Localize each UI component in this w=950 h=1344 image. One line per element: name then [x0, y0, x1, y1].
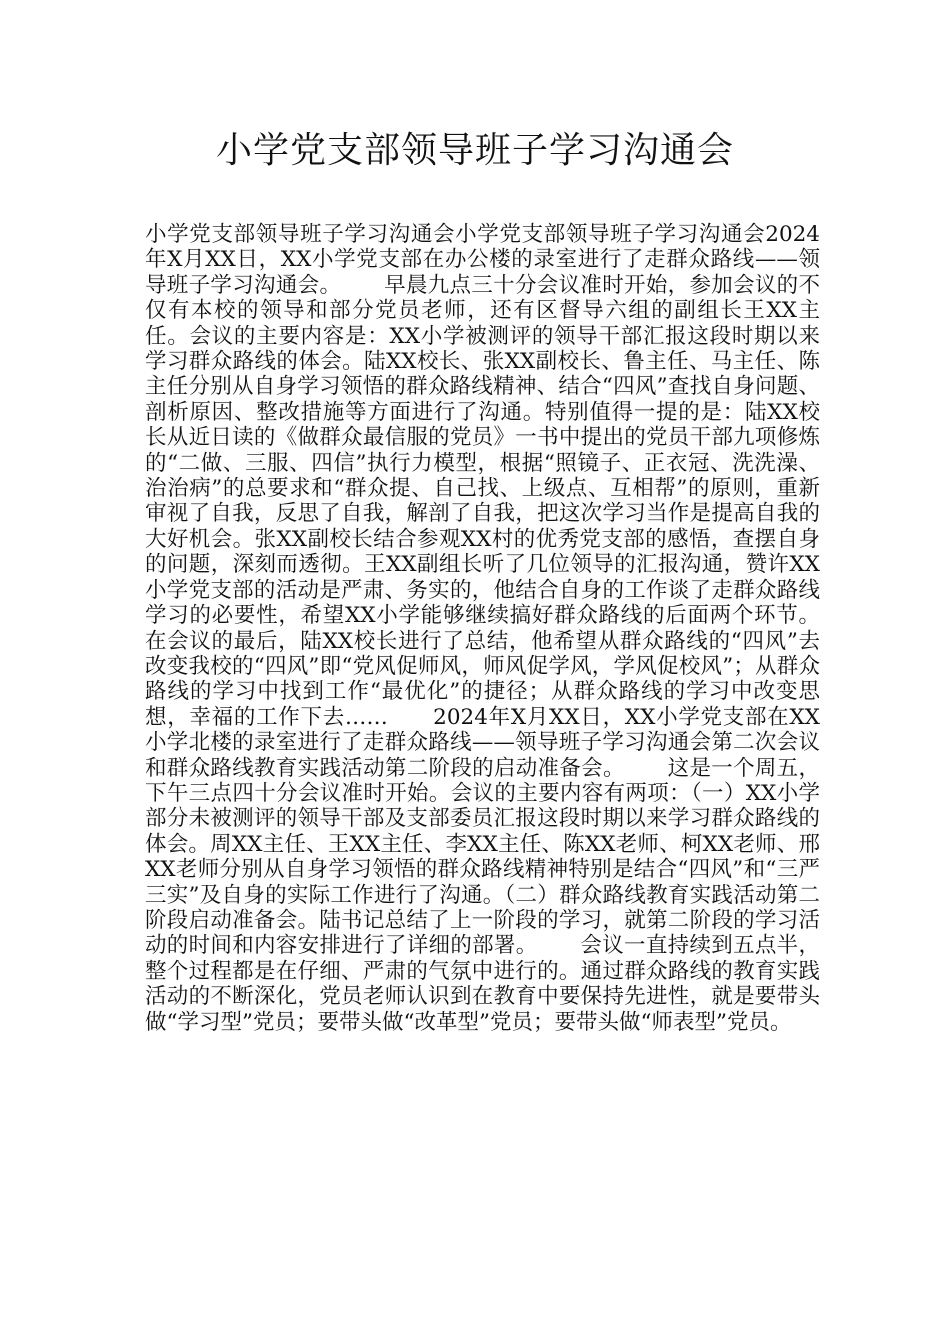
document-body: 小学党支部领导班子学习沟通会小学党支部领导班子学习沟通会2024年X月XX日，XX小学党支部在办公楼的录室进行了走群众路线——领导班子学习沟通会。 早晨九点三十分会议准时开始，参加会议的不仅有本校的领导和部分党员老师，还有区督导六组的副组长王XX主任。会议的主要内容是：XX小学被测评的领导干部汇报这段时期以来学习群众路线的体会。陆XX校长、张XX副校长、鲁主任、马主任、陈主任分别从自身学习领悟的群众路线精神、结合“四风”查找自身问题、剖析原因、整改措施等方面进行了沟通。特别值得一提的是：陆XX校长从近日读的《做群众最信服的党员》一书中提出的党员干部九项修炼的“二做、三服、四信”执行力模型，根据“照镜子、正衣冠、洗洗澡、治治病”的总要求和“群众提、自己找、上级点、互相帮”的原则，重新审视了自我，反思了自我，解剖了自我，把这次学习当作是提高自我的大好机会。张XX副校长结合参观XX村的优秀党支部的感悟，查摆自身的问题，深刻而透彻。王XX副组长听了几位领导的汇报沟通，赞许XX小学党支部的活动是严肃、务实的，他结合自身的工作谈了走群众路线学习的必要性，希望XX小学能够继续搞好群众路线的后面两个环节。在会议的最后，陆XX校长进行了总结，他希望从群众路线的“四风”去改变我校的“四风”即“党风促师风，师风促学风，学风促校风”；从群众路线的学习中找到工作“最优化”的捷径；从群众路线的学习中改变思想，幸福的工作下去…… 2024年X月XX日，XX小学党支部在XX小学北楼的录室进行了走群众路线——领导班子学习沟通会第二次会议和群众路线教育实践活动第二阶段的启动准备会。 这是一个周五，下午三点四十分会议准时开始。会议的主要内容有两项：（一）XX小学部分未被测评的领导干部及支部委员汇报这段时期以来学习群众路线的体会。周XX主任、王XX主任、李XX主任、陈XX老师、柯XX老师、邢XX老师分别从自身学习领悟的群众路线精神特别是结合“四风”和“三严三实”及自身的实际工作进行了沟通。（二）群众路线教育实践活动第二阶段启动准备会。陆书记总结了上一阶段的学习，就第二阶段的学习活动的时间和内容安排进行了详细的部署。 会议一直持续到五点半，整个过程都是在仔细、严肃的气氛中进行的。通过群众路线的教育实践活动的不断深化，党员老师认识到在教育中要保持先进性，就是要带头做“学习型”党员；要带头做“改革型”党员；要带头做“师表型”党员。 — [145, 222, 820, 1035]
document-title: 小学党支部领导班子学习沟通会 — [215, 130, 734, 171]
